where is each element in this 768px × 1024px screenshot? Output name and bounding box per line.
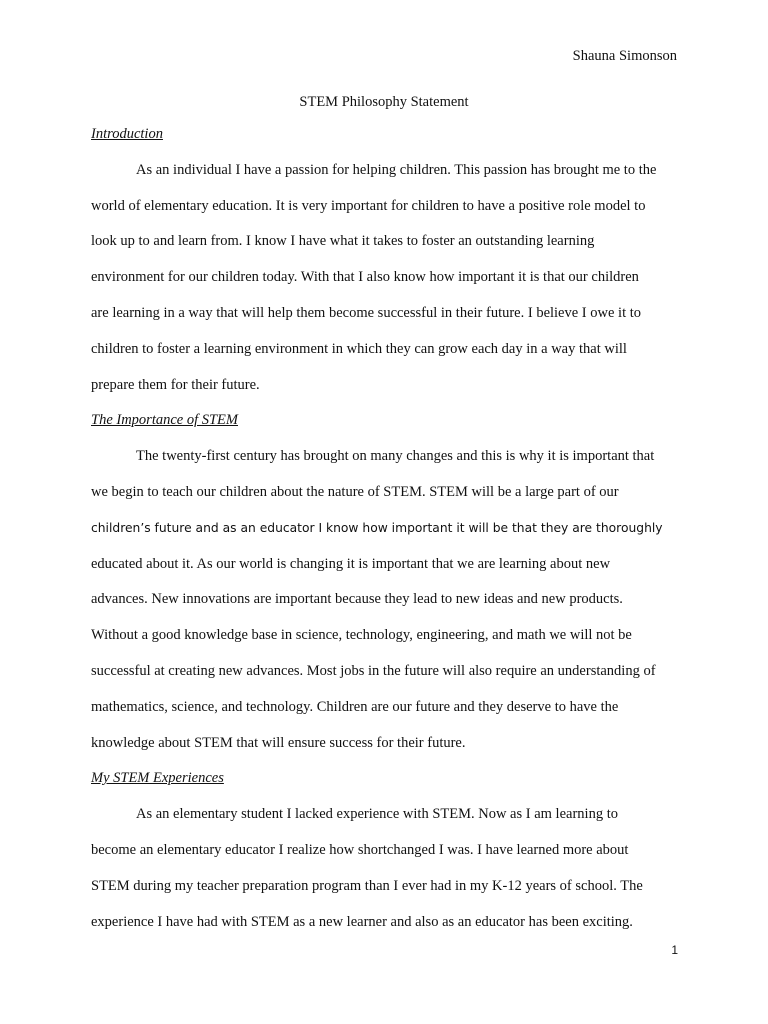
paragraph-line: children’s future and as an educator I know how important it will be that they are thoroughly (91, 520, 663, 535)
paragraph-line: become an elementary educator I realize how shortchanged I was. I have learned more about (91, 841, 629, 858)
paragraph-line: advances. New innovations are important because they lead to new ideas and new products. (91, 591, 623, 608)
author-name: Shauna Simonson (572, 48, 677, 64)
paragraph-line: STEM during my teacher preparation program than I ever had in my K-12 years of school. The (91, 877, 643, 894)
section-heading-introduction: Introduction (91, 126, 163, 142)
document-body (91, 117, 687, 940)
paragraph-line: are learning in a way that will help them become successful in their future. I believe I owe it to (91, 304, 642, 321)
paragraph-line: The twenty-first century has brought on many changes and this is why it is important that (136, 448, 655, 465)
paragraph-line: we begin to teach our children about the nature of STEM. STEM will be a large part of our (91, 483, 619, 500)
paragraph-line: children to foster a learning environment in which they can grow each day in a way that will (91, 340, 627, 357)
document-title: STEM Philosophy Statement (299, 94, 469, 110)
paragraph-line: Without a good knowledge base in science, technology, engineering, and math we will not be (91, 627, 632, 644)
paragraph-line: look up to and learn from. I know I have what it takes to foster an outstanding learning (91, 233, 595, 250)
paragraph-line: As an elementary student I lacked experience with STEM. Now as I am learning to (136, 806, 618, 823)
paragraph-line: environment for our children today. With that I also know how important it is that our children (91, 269, 639, 286)
page-number: 1 (671, 943, 678, 957)
paragraph-line: prepare them for their future. (91, 376, 260, 393)
section-heading-importance-of-stem: The Importance of STEM (91, 412, 238, 429)
paragraph-line: As an individual I have a passion for helping children. This passion has brought me to the (136, 161, 657, 178)
paragraph-line: successful at creating new advances. Most jobs in the future will also require an understanding of (91, 662, 656, 679)
paragraph-line: educated about it. As our world is changing it is important that we are learning about new (91, 555, 611, 572)
paragraph-line: mathematics, science, and technology. Children are our future and they deserve to have the (91, 698, 619, 715)
paragraph-line: experience I have had with STEM as a new learner and also as an educator has been exciting. (91, 913, 633, 930)
paragraph-line: knowledge about STEM that will ensure success for their future. (91, 734, 466, 751)
paragraph-line: world of elementary education. It is very important for children to have a positive role model to (91, 197, 646, 214)
section-heading-my-stem-experiences: My STEM Experiences (91, 770, 224, 787)
